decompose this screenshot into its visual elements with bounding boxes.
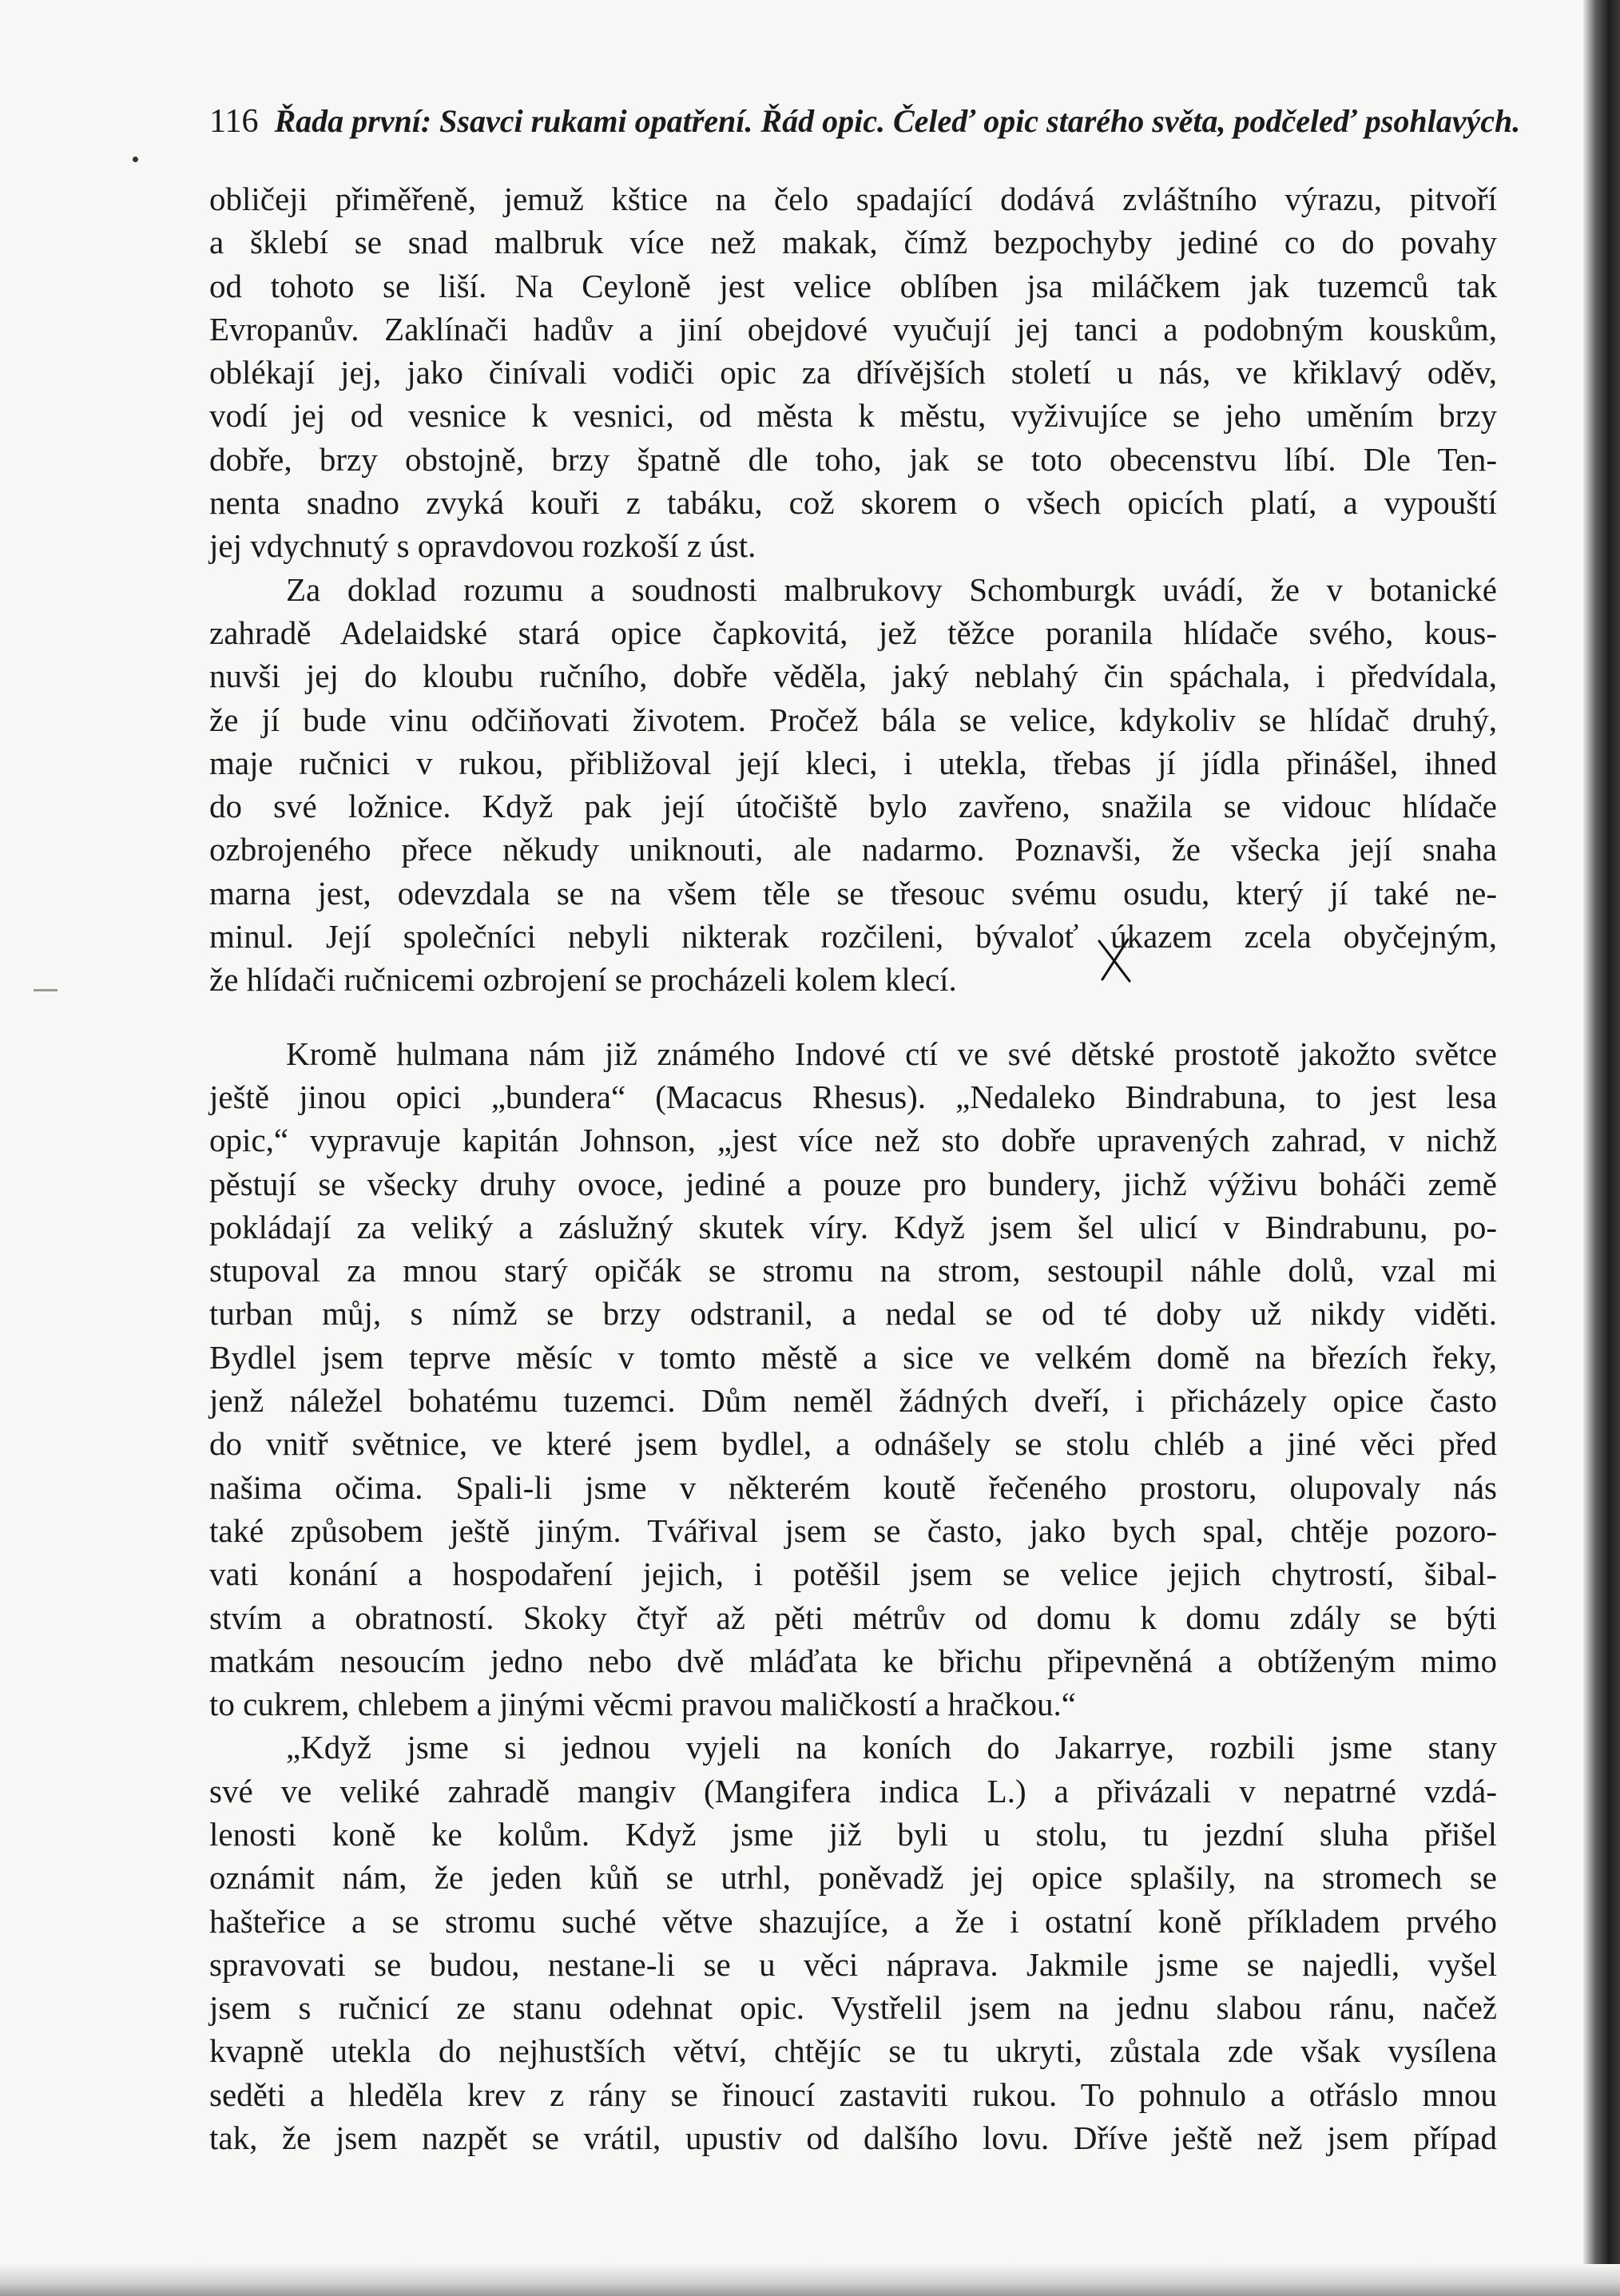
text-line: také způsobem ještě jiným. Tvářival jsem se často, jako bych spal, chtěje pozoro- — [209, 1511, 1497, 1549]
text-line: Za doklad rozumu a soudnosti malbrukovy Schomburgk uvádí, že v botanické — [286, 570, 1497, 608]
text-line: vodí jej od vesnice k vesnici, od města k městu, vyživujíce se jeho uměním brzy — [209, 397, 1497, 435]
margin-mark — [34, 989, 58, 991]
page-bottom-edge — [0, 2264, 1620, 2296]
text-line: zahradě Adelaidské stará opice čapkovitá, jež těžce poranila hlídače svého, kous- — [209, 614, 1497, 651]
text-line: spravovati se budou, nestane-li se u věci náprava. Jakmile jsme se najedli, vyšel — [209, 1945, 1497, 1983]
ink-dot — [133, 157, 138, 162]
page-edge-shadow — [1583, 0, 1620, 2296]
text-line: a šklebí se snad malbruk více než makak, čímž bezpochyby jediné co do povahy — [209, 224, 1497, 261]
text-line: ještě jinou opici „bundera“ (Macacus Rhesus). „Nedaleko Bindrabuna, to jest lesa — [209, 1078, 1497, 1115]
text-line: lenosti koně ke kolům. Když jsme již byli u stolu, tu jezdní sluha přišel — [209, 1815, 1497, 1853]
text-line: minul. Její společníci nebyli nikterak rozčileni, bývaloť úkazem zcela obyčejným, — [209, 918, 1497, 955]
text-line: maje ručnici v rukou, přibližoval její kleci, i utekla, třebas jí jídla přinášel, ihned — [209, 744, 1497, 781]
text-line: Bydlel jsem teprve měsíc v tomto městě a sice ve velkém domě na březích řeky, — [209, 1338, 1497, 1376]
text-line: seděti a hleděla krev z rány se řinoucí zastaviti rukou. To pohnulo a otřáslo mnou — [209, 2076, 1497, 2113]
paragraph-1 — [209, 177, 1497, 568]
text-line: tak, že jsem nazpět se vrátil, upustiv od dalšího lovu. Dříve ještě než jsem případ — [209, 2119, 1497, 2157]
page-number: 116 — [209, 103, 259, 140]
text-line: nuvši jej do kloubu ručního, dobře věděla, jaký neblahý čin spáchala, i předvídala, — [209, 657, 1497, 695]
text-line: marna jest, odevzdala se na všem těle se třesouc svému osudu, který jí také ne- — [209, 874, 1497, 912]
paragraph-2 — [209, 568, 1497, 1002]
text-line: jenž náležel bohatému tuzemci. Dům neměl žádných dveří, i přicházely opice často — [209, 1382, 1497, 1420]
text-line: oblékají jej, jako činívali vodiči opic za dřívějších století u nás, ve křiklavý oděv, — [209, 354, 1497, 391]
text-line: své ve veliké zahradě mangiv (Mangifera indica L.) a přivázali v nepatrné vzdá- — [209, 1772, 1497, 1809]
text-line: našima očima. Spali-li jsme v některém koutě řečeného prostoru, olupovaly nás — [209, 1468, 1497, 1506]
text-line: kvapně utekla do nejhustších větví, chtějíc se tu ukryti, zůstala zde však vysílena — [209, 2032, 1497, 2070]
paragraph-4 — [209, 1726, 1497, 2159]
text-line: pěstují se všecky druhy ovoce, jediné a pouze pro bundery, jichž výživu boháči země — [209, 1165, 1497, 1202]
text-line: turban můj, s nímž se brzy odstranil, a nedal se od té doby už nikdy viděti. — [209, 1295, 1497, 1333]
body-text — [209, 177, 1497, 2159]
text-line: stupoval za mnou starý opičák se stromu na strom, sestoupil náhle dolů, vzal mi — [209, 1252, 1497, 1289]
text-line: jsem s ručnicí ze stanu odehnat opic. Vystřelil jsem na jednu slabou ránu, načež — [209, 1989, 1497, 2027]
paragraph-3 — [209, 1032, 1497, 1726]
text-line: do vnitř světnice, ve které jsem bydlel, a odnášely se stolu chléb a jiné věci před — [209, 1425, 1497, 1463]
text-line: „Když jsme si jednou vyjeli na koních do Jakarrye, rozbili jsme stany — [286, 1729, 1497, 1766]
text-line: matkám nesoucím jedno nebo dvě mláďata ke břichu připevněná a obtíženým mimo — [209, 1642, 1497, 1679]
text-line: že jí bude vinu odčiňovati životem. Pročež bála se velice, kdykoliv se hlídač druhý, — [209, 701, 1497, 738]
text-line: obličeji přiměřeně, jemuž kštice na čelo spadající dodává zvláštního výrazu, pitvoří — [209, 181, 1497, 217]
handwritten-cross-mark — [1096, 936, 1133, 984]
text-line: jej vdychnutý s opravdovou rozkoší z úst. — [209, 527, 756, 565]
running-title: Řada první: Ssavci rukami opatření. Řád opic. Čeleď opic starého světa, podčeleď psohlavých. — [274, 103, 1521, 139]
text-line: Evropanův. Zaklínači hadův a jiní obejdové vyučují jej tanci a podobným kouskům, — [209, 310, 1497, 348]
running-header — [209, 102, 1521, 141]
paragraph-gap — [209, 1002, 1497, 1032]
text-line: oznámit nám, že jeden kůň se utrhl, poněvadž jej opice splašily, na stromech se — [209, 1859, 1497, 1897]
text-line: od tohoto se liší. Na Ceyloně jest velice oblíben jsa miláčkem jak tuzemců tak — [209, 267, 1497, 304]
text-line: to cukrem, chlebem a jinými věcmi pravou maličkostí a hračkou.“ — [209, 1686, 1076, 1723]
text-line: Kromě hulmana nám již známého Indové ctí ve své dětské prostotě jakožto světce — [286, 1035, 1497, 1072]
text-line: že hlídači ručnicemi ozbrojení se procházeli kolem klecí. — [209, 961, 957, 999]
text-line: dobře, brzy obstojně, brzy špatně dle toho, jak se toto obecenstvu líbí. Dle Ten- — [209, 440, 1497, 478]
text-line: nenta snadno zvyká kouři z tabáku, což skorem o všech opicích platí, a vypouští — [209, 484, 1497, 522]
text-line: pokládají za veliký a záslužný skutek víry. Když jsem šel ulicí v Bindrabunu, po- — [209, 1208, 1497, 1245]
text-line: hašteřice a se stromu suché větve shazujíce, a že i ostatní koně příkladem prvého — [209, 1902, 1497, 1940]
text-line: vati konání a hospodaření jejich, i potěšil jsem se velice jejich chytrostí, šibal- — [209, 1555, 1497, 1593]
text-line: ozbrojeného přece někudy uniknouti, ale nadarmo. Poznavši, že všecka její snaha — [209, 831, 1497, 868]
text-line: stvím a obratností. Skoky čtyř až pěti métrův od domu k domu zdály se býti — [209, 1599, 1497, 1636]
text-line: do své ložnice. Když pak její útočiště bylo zavřeno, snažila se vidouc hlídače — [209, 788, 1497, 825]
text-line: opic,“ vypravuje kapitán Johnson, „jest více než sto dobře upravených zahrad, v nichž — [209, 1122, 1497, 1159]
